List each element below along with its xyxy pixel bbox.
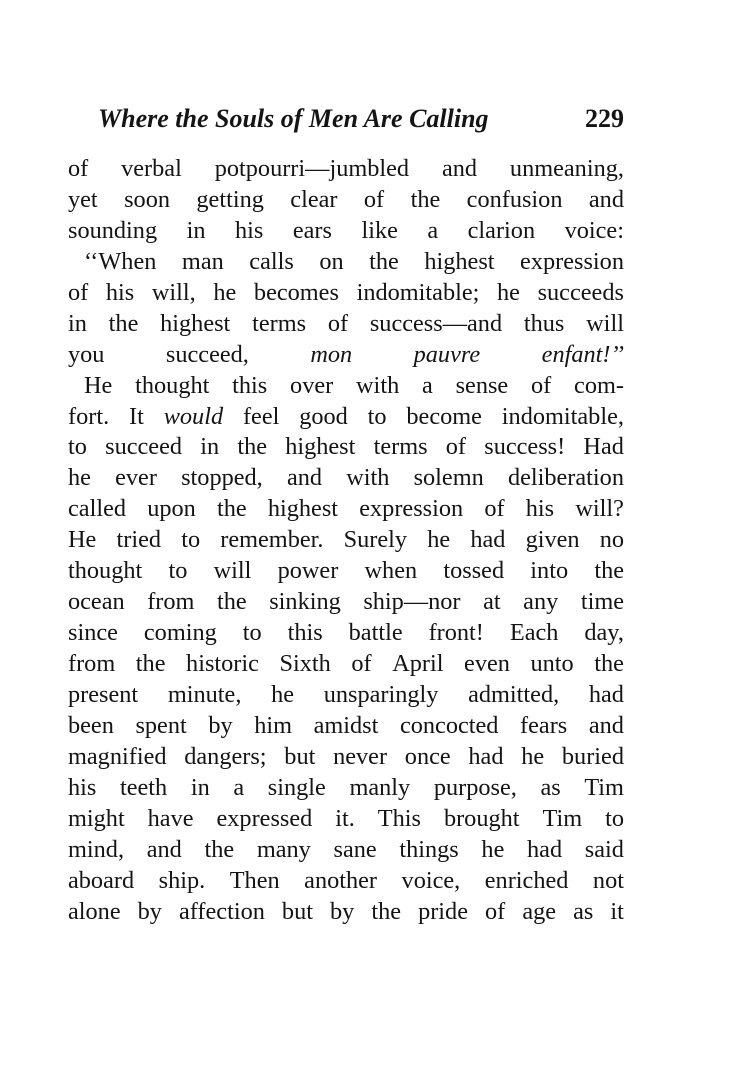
word: once xyxy=(404,742,451,770)
word: the xyxy=(594,557,624,585)
word: had xyxy=(470,526,506,554)
word: historic xyxy=(186,650,259,677)
word: potpourri—jumbled xyxy=(214,155,410,182)
word: his xyxy=(105,278,135,306)
word: sinking xyxy=(269,588,341,616)
word: another xyxy=(304,866,378,894)
word: and xyxy=(146,835,182,863)
word: Tim xyxy=(542,804,583,832)
word: might xyxy=(68,804,125,832)
word: indomitable; xyxy=(356,278,480,306)
word: stopped, xyxy=(181,464,263,492)
word: to xyxy=(605,804,624,832)
word: fort. xyxy=(68,402,110,430)
word: Sixth xyxy=(279,650,331,677)
text-line xyxy=(68,494,624,525)
word: it. xyxy=(335,804,355,832)
word: teeth xyxy=(119,773,168,801)
word: feel xyxy=(242,402,280,430)
word: battle xyxy=(348,619,403,647)
word: expression xyxy=(359,495,464,523)
word: He xyxy=(68,526,97,554)
word: Had xyxy=(583,433,624,461)
word: buried xyxy=(561,742,624,770)
text-line xyxy=(68,649,624,680)
word: as xyxy=(540,773,561,801)
text-line xyxy=(68,773,624,804)
word: like xyxy=(361,216,398,244)
word: unmeaning, xyxy=(509,155,624,182)
word: calls xyxy=(249,247,294,275)
word: man xyxy=(181,247,224,275)
word: but xyxy=(281,897,313,925)
text-line xyxy=(68,525,624,556)
word: highest xyxy=(267,495,339,523)
word: he xyxy=(497,278,520,306)
word: into xyxy=(530,557,569,585)
word: becomes xyxy=(253,278,339,306)
word: succeed xyxy=(105,433,182,461)
word: pride xyxy=(418,897,468,925)
word: to xyxy=(168,557,188,585)
word: he xyxy=(427,526,451,554)
word: aboard xyxy=(68,866,135,894)
word: and xyxy=(441,155,478,182)
word: clarion xyxy=(467,216,536,244)
word: succeeds xyxy=(537,278,624,306)
word: ‘‘When xyxy=(84,247,157,275)
word: in xyxy=(68,309,87,337)
word: mind, xyxy=(68,835,125,863)
word: the xyxy=(135,650,166,677)
word: of xyxy=(485,897,506,925)
word: coming xyxy=(143,619,217,647)
word: tried xyxy=(116,526,162,554)
word: solemn xyxy=(413,464,484,492)
text-line xyxy=(68,371,624,402)
word: thought xyxy=(68,557,143,585)
word: the xyxy=(204,835,235,863)
word: com- xyxy=(574,371,624,399)
text-line xyxy=(68,866,624,897)
word: the xyxy=(237,433,267,461)
word: clear xyxy=(290,185,338,213)
word: fears xyxy=(520,711,568,739)
word: he xyxy=(481,835,505,863)
word: with xyxy=(356,371,400,399)
word: when xyxy=(364,557,418,585)
word: day, xyxy=(584,619,624,647)
word: enfant!’’ xyxy=(541,340,624,368)
word: pauvre xyxy=(413,340,481,368)
word: Tim xyxy=(584,773,624,801)
word: He xyxy=(84,371,113,399)
word: thought xyxy=(135,371,210,399)
word: dangers; xyxy=(184,742,267,770)
word: will? xyxy=(575,495,624,523)
word: a xyxy=(427,216,439,244)
word: voice, xyxy=(401,866,461,894)
word: have xyxy=(147,804,194,832)
word: ears xyxy=(292,216,332,244)
text-line xyxy=(68,556,624,587)
word: It xyxy=(129,402,144,430)
word: expression xyxy=(520,247,624,275)
word: Then xyxy=(229,866,280,894)
word: given xyxy=(525,526,580,554)
word: highest xyxy=(285,433,356,461)
text-line xyxy=(68,309,624,340)
text-line xyxy=(68,897,624,928)
word: soon xyxy=(124,185,170,213)
word: since xyxy=(68,619,118,647)
word: would xyxy=(163,402,224,430)
word: a xyxy=(422,371,433,399)
word: alone xyxy=(68,897,121,925)
word: good xyxy=(299,402,348,430)
word: had xyxy=(588,680,624,708)
word: over xyxy=(290,371,334,399)
text-line xyxy=(68,835,624,866)
word: his xyxy=(234,216,264,244)
word: enriched xyxy=(484,866,569,894)
word: never xyxy=(333,742,388,770)
word: had xyxy=(468,742,504,770)
word: called xyxy=(68,495,127,523)
word: terms xyxy=(373,433,428,461)
word: it xyxy=(610,897,624,925)
word: not xyxy=(592,866,624,894)
word: to xyxy=(181,526,201,554)
word: he xyxy=(271,680,295,708)
word: time xyxy=(580,588,624,616)
word: no xyxy=(599,526,624,554)
word: ship. xyxy=(158,866,206,894)
text-line xyxy=(68,680,624,711)
text-line xyxy=(68,185,624,216)
word: spent xyxy=(135,711,187,739)
word: him xyxy=(254,711,293,739)
word: of xyxy=(68,278,89,306)
word: from xyxy=(68,650,116,677)
text-line xyxy=(68,247,624,278)
word: sense xyxy=(455,371,509,399)
word: magnified xyxy=(68,742,167,770)
word: in xyxy=(186,216,206,244)
text-line xyxy=(68,804,624,835)
text-line xyxy=(68,463,624,494)
text-line xyxy=(68,618,624,649)
word: by xyxy=(208,711,233,739)
word: success! xyxy=(484,433,566,461)
word: Each xyxy=(509,619,559,647)
word: indomitable, xyxy=(501,402,624,430)
word: remember. xyxy=(220,526,324,554)
word: ship—nor xyxy=(363,588,461,616)
word: highest xyxy=(160,309,231,337)
word: in xyxy=(200,433,220,461)
text-line xyxy=(68,340,624,371)
word: will xyxy=(213,557,252,585)
word: of xyxy=(484,495,505,523)
word: tossed xyxy=(443,557,505,585)
word: of xyxy=(363,185,385,213)
text-line xyxy=(68,402,624,433)
word: by xyxy=(137,897,162,925)
word: the xyxy=(410,185,441,213)
word: upon xyxy=(147,495,196,523)
word: will xyxy=(586,309,624,337)
word: brought xyxy=(443,804,520,832)
word: become xyxy=(406,402,482,430)
word: expressed xyxy=(216,804,313,832)
word: to xyxy=(367,402,387,430)
word: purpose, xyxy=(433,773,517,801)
word: but xyxy=(284,742,316,770)
word: to xyxy=(242,619,262,647)
word: getting xyxy=(196,185,264,213)
word: yet xyxy=(68,185,98,213)
word: Surely xyxy=(343,526,408,554)
word: unsparingly xyxy=(323,680,439,708)
word: even xyxy=(464,650,510,677)
word: this xyxy=(287,619,323,647)
word: present xyxy=(68,680,139,708)
word: he xyxy=(213,278,237,306)
word: the xyxy=(371,897,402,925)
word: of xyxy=(327,309,349,337)
word: affection xyxy=(178,897,265,925)
text-line xyxy=(68,278,624,309)
word: ever xyxy=(115,464,157,492)
word: the xyxy=(108,309,139,337)
word: been xyxy=(68,711,114,739)
word: of xyxy=(68,155,89,182)
word: admitted, xyxy=(468,680,560,708)
text-line xyxy=(68,742,624,773)
word: this xyxy=(232,371,268,399)
word: by xyxy=(330,897,355,925)
body-text xyxy=(68,154,624,927)
word: amidst xyxy=(313,711,379,739)
word: of xyxy=(531,371,552,399)
word: voice: xyxy=(564,216,624,244)
running-header xyxy=(98,104,624,138)
word: confusion xyxy=(466,185,563,213)
word: and xyxy=(588,711,624,739)
word: the xyxy=(594,650,624,677)
word: you xyxy=(68,340,105,368)
word: sounding xyxy=(68,216,158,244)
word: in xyxy=(190,773,210,801)
word: with xyxy=(346,464,390,492)
word: any xyxy=(523,588,559,616)
word: ocean xyxy=(68,588,125,616)
word: he xyxy=(68,464,91,492)
word: highest xyxy=(424,247,495,275)
word: the xyxy=(216,588,247,616)
word: manly xyxy=(349,773,411,801)
word: many xyxy=(256,835,311,863)
word: his xyxy=(525,495,555,523)
word: his xyxy=(68,773,97,801)
word: concocted xyxy=(399,711,499,739)
text-line xyxy=(68,216,624,247)
word: the xyxy=(369,247,399,275)
word: age xyxy=(522,897,557,925)
word: said xyxy=(584,835,624,863)
word: This xyxy=(377,804,421,832)
running-title: Where the Souls of Men Are Calling xyxy=(98,104,489,133)
text-line xyxy=(68,711,624,742)
word: things xyxy=(399,835,459,863)
word: terms xyxy=(252,309,307,337)
word: to xyxy=(68,433,87,461)
word: front! xyxy=(428,619,484,647)
word: had xyxy=(527,835,563,863)
text-line xyxy=(68,432,624,463)
word: the xyxy=(216,495,247,523)
text-line xyxy=(68,587,624,618)
word: deliberation xyxy=(507,464,624,492)
word: will, xyxy=(151,278,196,306)
text-line xyxy=(68,154,624,185)
word: minute, xyxy=(167,680,242,708)
word: on xyxy=(319,247,344,275)
word: he xyxy=(521,742,545,770)
word: success—and xyxy=(369,309,503,337)
word: as xyxy=(573,897,594,925)
word: and xyxy=(588,185,624,213)
word: succeed, xyxy=(165,340,249,368)
word: verbal xyxy=(121,155,182,182)
word: April xyxy=(392,650,444,677)
word: from xyxy=(147,588,195,616)
word: of xyxy=(351,650,372,677)
word: sane xyxy=(333,835,377,863)
word: mon xyxy=(310,340,353,368)
word: and xyxy=(286,464,323,492)
word: thus xyxy=(523,309,565,337)
word: unto xyxy=(530,650,574,677)
page-number: 229 xyxy=(585,104,624,133)
word: of xyxy=(445,433,467,461)
word: a xyxy=(233,773,245,801)
word: power xyxy=(277,557,339,585)
word: single xyxy=(267,773,326,801)
word: at xyxy=(483,588,501,616)
